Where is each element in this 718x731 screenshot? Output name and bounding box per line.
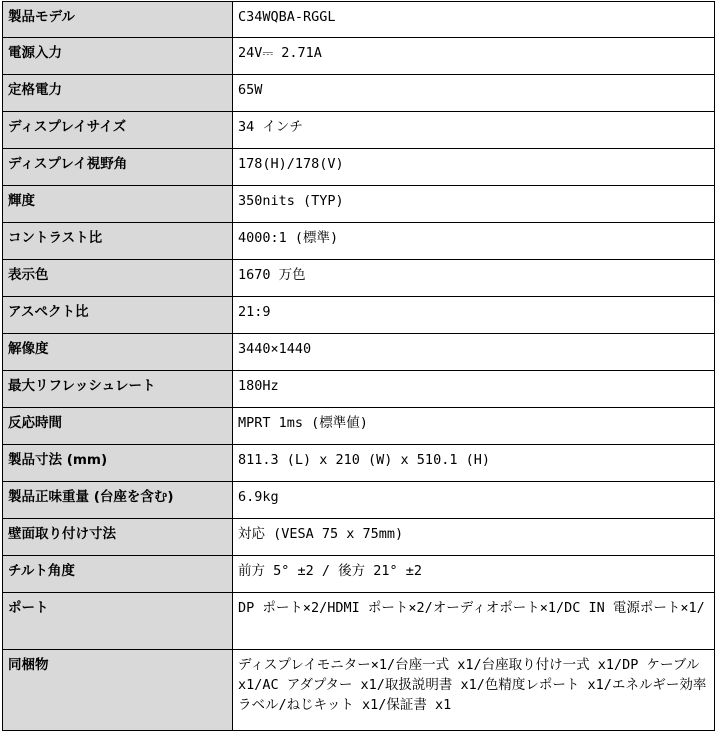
spec-row-brightness: [3, 186, 715, 223]
spec-label: 製品モデル: [3, 2, 233, 38]
spec-value: C34WQBA-RGGL: [233, 2, 715, 38]
spec-label: ポート: [3, 593, 233, 650]
spec-row-aspect-ratio: [3, 297, 715, 334]
spec-row-colors: [3, 260, 715, 297]
spec-row-package-contents: [3, 650, 715, 731]
spec-value: 24V⎓ 2.71A: [233, 38, 715, 75]
spec-label: アスペクト比: [3, 297, 233, 334]
spec-value: 34 インチ: [233, 112, 715, 149]
spec-value: 1670 万色: [233, 260, 715, 297]
spec-row-display-size: [3, 112, 715, 149]
spec-row-resolution: [3, 334, 715, 371]
spec-row-contrast: [3, 223, 715, 260]
spec-value: 65W: [233, 75, 715, 112]
spec-row-ports: [3, 593, 715, 650]
spec-value: 811.3 (L) x 210 (W) x 510.1 (H): [233, 445, 715, 482]
spec-label: 最大リフレッシュレート: [3, 371, 233, 408]
spec-label: ディスプレイサイズ: [3, 112, 233, 149]
spec-label: 壁面取り付け寸法: [3, 519, 233, 556]
spec-label: 輝度: [3, 186, 233, 223]
spec-row-net-weight: [3, 482, 715, 519]
spec-value: 178(H)/178(V): [233, 149, 715, 186]
spec-label: 表示色: [3, 260, 233, 297]
spec-row-model: [3, 2, 715, 38]
spec-value: 対応 (VESA 75 x 75mm): [233, 519, 715, 556]
spec-value: 180Hz: [233, 371, 715, 408]
spec-value: 6.9kg: [233, 482, 715, 519]
spec-value: MPRT 1ms (標準値): [233, 408, 715, 445]
spec-label: 製品寸法 (mm): [3, 445, 233, 482]
spec-label: コントラスト比: [3, 223, 233, 260]
spec-row-response-time: [3, 408, 715, 445]
spec-value: 4000:1 (標準): [233, 223, 715, 260]
spec-row-viewing-angle: [3, 149, 715, 186]
spec-row-rated-power: [3, 75, 715, 112]
spec-label: チルト角度: [3, 556, 233, 593]
spec-label: 同梱物: [3, 650, 233, 731]
spec-value: 前方 5° ±2 / 後方 21° ±2: [233, 556, 715, 593]
spec-table: [2, 1, 715, 731]
spec-label: 製品正味重量 (台座を含む): [3, 482, 233, 519]
spec-label: ディスプレイ視野角: [3, 149, 233, 186]
spec-value: ディスプレイモニター×1/台座一式 x1/台座取り付け一式 x1/DP ケーブル x1/AC アダプター x1/取扱説明書 x1/色精度レポート x1/エネルギー効率ラベル/ねじキット x1/保証書 x1: [233, 650, 715, 731]
spec-label: 定格電力: [3, 75, 233, 112]
spec-value: DP ポート×2/HDMI ポート×2/オーディオポート×1/DC IN 電源ポート×1/: [233, 593, 715, 650]
spec-row-wall-mount: [3, 519, 715, 556]
spec-label: 電源入力: [3, 38, 233, 75]
spec-row-power-input: [3, 38, 715, 75]
spec-value: 3440×1440: [233, 334, 715, 371]
spec-row-refresh-rate: [3, 371, 715, 408]
spec-value: 350nits (TYP): [233, 186, 715, 223]
spec-row-tilt: [3, 556, 715, 593]
spec-value: 21:9: [233, 297, 715, 334]
spec-row-dimensions: [3, 445, 715, 482]
spec-label: 反応時間: [3, 408, 233, 445]
spec-label: 解像度: [3, 334, 233, 371]
